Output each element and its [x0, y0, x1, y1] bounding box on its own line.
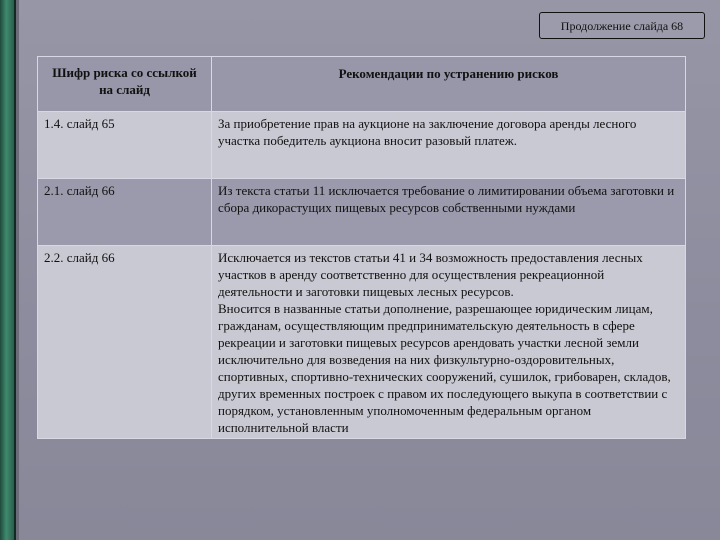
left-decorative-bar — [0, 0, 16, 540]
recommendation-paragraph: Исключается из текстов статьи 41 и 34 возможность предоставления лесных участков в аренду соответственно для осуществления рекреационной деятельности и заготовки пищевых лесных ресурсов. — [218, 250, 643, 299]
cell-recommendation: Из текста статьи 11 исключается требование о лимитировании объема заготовки и сбора дикорастущих пищевых ресурсов собственными нуждами — [212, 179, 686, 246]
table-row — [38, 179, 686, 246]
cell-risk-code: 1.4. слайд 65 — [38, 112, 212, 179]
table-row — [38, 112, 686, 179]
continuation-badge: Продолжение слайда 68 — [539, 12, 705, 39]
cell-risk-code: 2.1. слайд 66 — [38, 179, 212, 246]
recommendation-paragraph: Вносится в названные статьи дополнение, разрешающее юридическим лицам, гражданам, осуществляющим предпринимательскую деятельность в сфере рекреации и заготовки пищевых ресурсов арендовать участки лесной земли исключительно для возведения на них физкультурно-оздоровительных, спортивных, спортивно-технических сооружений, сушилок, грибоварен, складов, других временных построек с правом их последующего выкупа в соответствии с порядком, установленным уполномоченным федеральным органом исполнительной власти — [218, 301, 671, 435]
header-risk-code: Шифр риска со ссылкой на слайд — [38, 57, 212, 112]
left-decorative-stripe — [16, 0, 19, 540]
cell-recommendation — [212, 246, 686, 439]
cell-recommendation: За приобретение прав на аукционе на заключение договора аренды лесного участка победитель аукциона вносит разовый платеж. — [212, 112, 686, 179]
table-row — [38, 246, 686, 439]
cell-risk-code: 2.2. слайд 66 — [38, 246, 212, 439]
header-recommendations: Рекомендации по устранению рисков — [212, 57, 686, 112]
table-header-row — [38, 57, 686, 112]
risk-table — [37, 56, 686, 439]
